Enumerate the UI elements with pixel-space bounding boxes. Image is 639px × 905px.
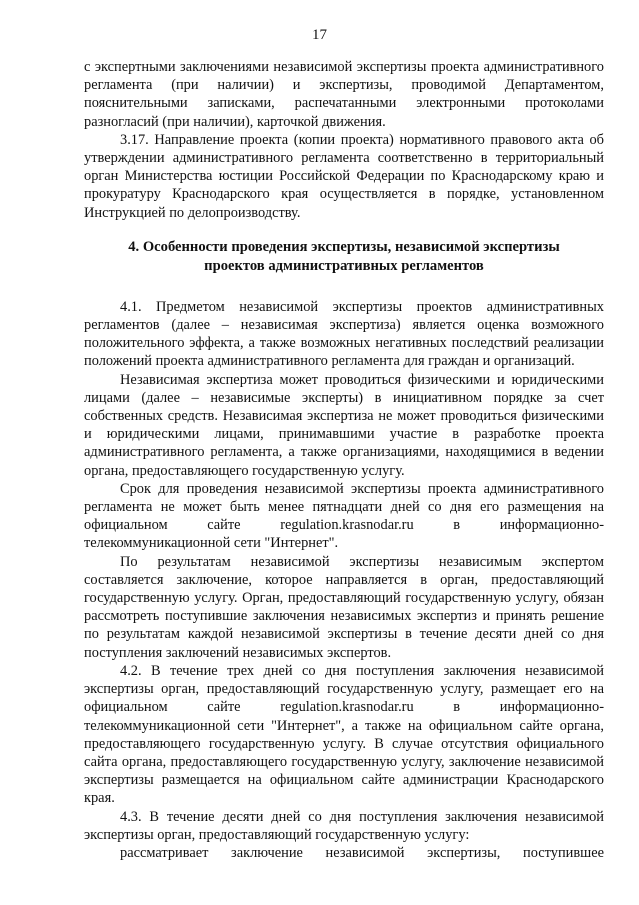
paragraph-independent-expertise: Независимая экспертиза может проводиться физическими и юридическими лицами (далее – независимые эксперты) в инициативном порядке за счет собственных средств. Независимая экспертиза не может проводиться физическими и юридическими лицами, принимавшими участие в разработке проекта административного регламента, а также организациями, находящимися в ведении органа, предоставляющего государственную услугу. xyxy=(84,371,604,479)
paragraph-continuation: с экспертными заключениями независимой экспертизы проекта административного регламента (при наличии) и экспертизы, проводимой Департаментом, пояснительными записками, распечатанными электронными протоколами разногласий (при наличии), карточкой движения. xyxy=(84,59,604,130)
paragraph-expertise-results: По результатам независимой экспертизы независимым экспертом составляется заключение, которое направляется в орган, предоставляющий государственную услугу. Орган, предоставляющий государственную услугу, обязан рассмотреть поступившие заключения независимых экспертиз и принять решение по результатам каждой независимой экспертизы в течение десяти дней со дня поступления заключений независимых экспертов. xyxy=(84,553,604,661)
paragraph-4-3: 4.3. В течение десяти дней со дня поступления заключения независимой экспертизы орган, предоставляющий государственную услугу: xyxy=(84,808,604,843)
paragraph-considers: рассматривает заключение независимой экспертизы, поступившее xyxy=(120,844,604,861)
section-heading-line-2: проектов административных регламентов xyxy=(204,257,484,274)
paragraph-expertise-term: Срок для проведения независимой экспертизы проекта административного регламента не может быть менее пятнадцати дней со дня его размещения на официальном сайте regulation.krasnodar.ru в информационно-телекоммуникационной сети "Интернет". xyxy=(84,480,604,552)
section-heading xyxy=(84,238,604,276)
paragraph-4-2: 4.2. В течение трех дней со дня поступления заключения независимой экспертизы орган, предоставляющий государственную услугу, размещает его на официальном сайте regulation.krasnodar.ru в информационно-телекоммуникационной сети "Интернет", а также на официальном сайте органа, предоставляющего государственную услугу. В случае отсутствия официального сайта органа, предоставляющего государственную услугу, заключение независимой экспертизы размещается на официальном сайте администрации Краснодарского края. xyxy=(84,662,604,807)
page-number: 17 xyxy=(312,27,327,43)
paragraph-4-1: 4.1. Предметом независимой экспертизы проектов административных регламентов (далее – независимая экспертиза) является оценка возможного положительного эффекта, а также возможных негативных последствий реализации положений проекта административного регламента для граждан и организаций. xyxy=(84,298,604,370)
document-body xyxy=(84,58,604,862)
section-heading-line-1: 4. Особенности проведения экспертизы, независимой экспертизы xyxy=(128,238,560,255)
paragraph-3-17: 3.17. Направление проекта (копии проекта) нормативного правового акта об утверждении административного регламента соответственно в территориальный орган Министерства юстиции Российской Федерации по Краснодарскому краю и прокуратуру Краснодарского края осуществляется в порядке, установленном Инструкцией по делопроизводству. xyxy=(84,131,604,221)
